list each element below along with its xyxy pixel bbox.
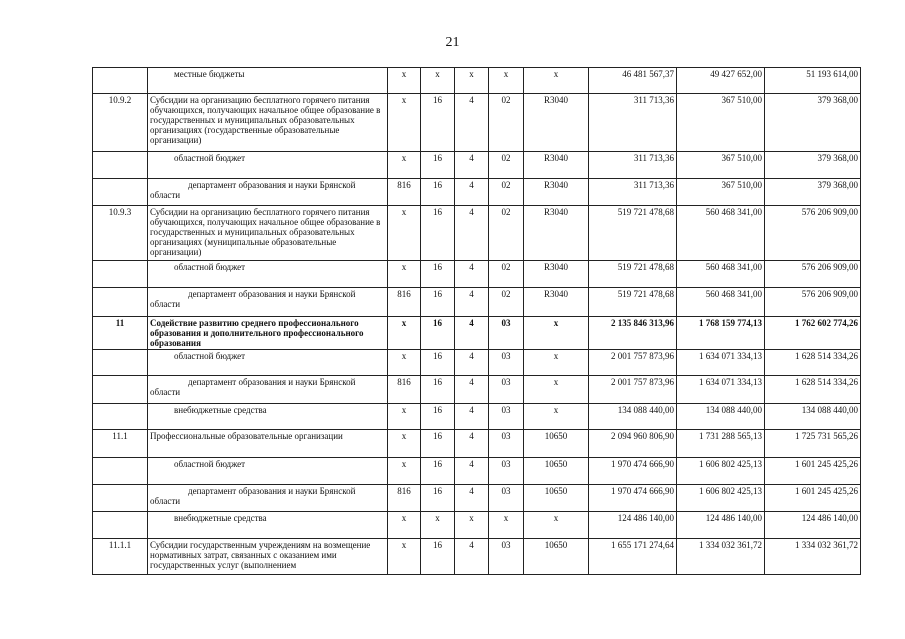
table-row [93,152,861,179]
table-row [93,430,861,458]
row-razdel: х [421,68,455,94]
table-row [93,206,861,261]
row-razdel: 16 [421,350,455,376]
row-target-article: 02 [489,152,524,179]
row-razdel: х [421,512,455,539]
row-grbs: х [388,512,421,539]
row-amount-year-1: 2 001 757 873,96 [589,350,677,376]
row-name [148,179,388,206]
row-name-text: областной бюджет [174,351,246,361]
row-razdel: 16 [421,179,455,206]
row-code [93,350,148,376]
row-target-code: 10650 [524,485,589,512]
row-target-code: 10650 [524,430,589,458]
row-name [148,376,388,404]
row-name-text: департамент образования и науки Брянской области [150,289,356,309]
row-amount-year-1: 1 970 474 666,90 [589,485,677,512]
row-amount-year-1: 311 713,36 [589,152,677,179]
row-podrazdel: 4 [455,152,489,179]
row-razdel: 16 [421,430,455,458]
row-amount-year-1: 46 481 567,37 [589,68,677,94]
row-code: 10.9.3 [93,206,148,261]
row-name [148,485,388,512]
row-razdel: 16 [421,288,455,317]
row-code: 10.9.2 [93,94,148,152]
row-razdel: 16 [421,94,455,152]
row-code [93,404,148,430]
row-razdel: 16 [421,376,455,404]
row-target-code: R3040 [524,206,589,261]
row-grbs: х [388,404,421,430]
row-razdel: 16 [421,404,455,430]
row-grbs: х [388,261,421,288]
row-code [93,152,148,179]
row-amount-year-3: 51 193 614,00 [765,68,861,94]
row-grbs: 816 [388,179,421,206]
row-amount-year-2: 1 334 032 361,72 [677,539,765,575]
row-amount-year-1: 311 713,36 [589,94,677,152]
row-amount-year-2: 1 731 288 565,13 [677,430,765,458]
row-amount-year-1: 2 135 846 313,96 [589,317,677,350]
row-amount-year-2: 367 510,00 [677,152,765,179]
row-target-code: х [524,68,589,94]
row-grbs: х [388,152,421,179]
table-row [93,539,861,575]
row-razdel: 16 [421,152,455,179]
row-name: Субсидии на организацию бесплатного горячего питания обучающихся, получающих начальное общее образование в государственных и муниципальных образовательных организациях (государственные образовательные организации) [148,94,388,152]
row-target-article: 03 [489,539,524,575]
row-amount-year-3: 379 368,00 [765,179,861,206]
row-amount-year-2: 1 634 071 334,13 [677,350,765,376]
row-amount-year-2: 124 486 140,00 [677,512,765,539]
row-podrazdel: 4 [455,430,489,458]
row-podrazdel: 4 [455,458,489,485]
row-amount-year-3: 1 601 245 425,26 [765,458,861,485]
table-row [93,94,861,152]
row-grbs: х [388,68,421,94]
row-podrazdel: 4 [455,350,489,376]
row-grbs: х [388,94,421,152]
table-row [93,404,861,430]
row-target-code: R3040 [524,179,589,206]
row-target-article: 03 [489,458,524,485]
row-name: Содействие развитию среднего профессионального образования и дополнительного профессионального образования [148,317,388,350]
row-name-text: департамент образования и науки Брянской области [150,377,356,397]
row-target-article: 02 [489,261,524,288]
table-row [93,458,861,485]
row-code [93,512,148,539]
row-grbs: х [388,350,421,376]
row-amount-year-1: 2 094 960 806,90 [589,430,677,458]
row-amount-year-2: 49 427 652,00 [677,68,765,94]
row-target-code: R3040 [524,152,589,179]
row-amount-year-2: 1 606 802 425,13 [677,485,765,512]
row-name [148,152,388,179]
row-code: 11 [93,317,148,350]
row-podrazdel: 4 [455,288,489,317]
row-grbs: 816 [388,485,421,512]
row-name: Профессиональные образовательные организации [148,430,388,458]
row-name-text: областной бюджет [174,459,246,469]
row-podrazdel: 4 [455,485,489,512]
row-amount-year-3: 1 762 602 774,26 [765,317,861,350]
row-podrazdel: 4 [455,94,489,152]
row-code: 11.1.1 [93,539,148,575]
budget-table [92,67,861,575]
row-target-article: х [489,512,524,539]
row-target-article: 02 [489,288,524,317]
row-target-code: R3040 [524,94,589,152]
table-row [93,512,861,539]
row-amount-year-1: 1 655 171 274,64 [589,539,677,575]
row-razdel: 16 [421,539,455,575]
row-amount-year-3: 1 334 032 361,72 [765,539,861,575]
row-grbs: х [388,539,421,575]
row-amount-year-2: 560 468 341,00 [677,288,765,317]
row-name [148,458,388,485]
table-row [93,350,861,376]
row-podrazdel: 4 [455,404,489,430]
row-razdel: 16 [421,458,455,485]
row-podrazdel: 4 [455,539,489,575]
row-name [148,261,388,288]
row-target-code: 10650 [524,458,589,485]
row-name [148,350,388,376]
row-code: 11.1 [93,430,148,458]
table-row [93,485,861,512]
row-code [93,485,148,512]
row-razdel: 16 [421,206,455,261]
row-grbs: 816 [388,376,421,404]
row-podrazdel: 4 [455,206,489,261]
row-razdel: 16 [421,261,455,288]
row-name: Субсидии государственным учреждениям на возмещение нормативных затрат, связанных с оказанием ими государственных услуг (выполнением [148,539,388,575]
row-amount-year-1: 519 721 478,68 [589,206,677,261]
row-name-text: департамент образования и науки Брянской области [150,486,356,506]
table-row [93,317,861,350]
row-amount-year-3: 1 725 731 565,26 [765,430,861,458]
row-target-code: R3040 [524,288,589,317]
row-grbs: х [388,430,421,458]
row-target-article: 03 [489,404,524,430]
row-amount-year-3: 1 601 245 425,26 [765,485,861,512]
row-amount-year-3: 576 206 909,00 [765,206,861,261]
row-grbs: х [388,206,421,261]
row-grbs: х [388,317,421,350]
row-name: Субсидии на организацию бесплатного горячего питания обучающихся, получающих начальное общее образование в государственных и муниципальных образовательных организациях (муниципальные образовательные организации) [148,206,388,261]
row-code [93,288,148,317]
row-podrazdel: х [455,512,489,539]
row-name-text: областной бюджет [174,262,246,272]
row-amount-year-2: 1 634 071 334,13 [677,376,765,404]
row-amount-year-1: 519 721 478,68 [589,261,677,288]
row-amount-year-1: 519 721 478,68 [589,288,677,317]
row-target-code: R3040 [524,261,589,288]
table-row [93,261,861,288]
row-name-text: внебюджетные средства [174,513,267,523]
row-razdel: 16 [421,317,455,350]
row-code [93,458,148,485]
row-amount-year-1: 134 088 440,00 [589,404,677,430]
row-amount-year-1: 311 713,36 [589,179,677,206]
row-amount-year-3: 576 206 909,00 [765,288,861,317]
row-podrazdel: 4 [455,261,489,288]
row-amount-year-3: 379 368,00 [765,152,861,179]
table-row [93,68,861,94]
row-amount-year-3: 134 088 440,00 [765,404,861,430]
row-target-code: 10650 [524,539,589,575]
row-amount-year-2: 560 468 341,00 [677,206,765,261]
row-grbs: 816 [388,288,421,317]
row-amount-year-2: 1 606 802 425,13 [677,458,765,485]
row-target-article: 03 [489,317,524,350]
row-amount-year-3: 1 628 514 334,26 [765,376,861,404]
row-name-text: департамент образования и науки Брянской области [150,180,356,200]
table-row [93,179,861,206]
row-target-article: 03 [489,376,524,404]
row-podrazdel: 4 [455,376,489,404]
row-name [148,404,388,430]
row-code [93,179,148,206]
row-code [93,261,148,288]
page-number: 21 [445,35,460,50]
row-amount-year-2: 134 088 440,00 [677,404,765,430]
table-row [93,288,861,317]
row-target-article: 02 [489,179,524,206]
row-target-code: х [524,512,589,539]
row-name [148,512,388,539]
row-podrazdel: х [455,68,489,94]
row-razdel: 16 [421,485,455,512]
table-row [93,376,861,404]
row-amount-year-3: 576 206 909,00 [765,261,861,288]
row-target-code: х [524,376,589,404]
row-grbs: х [388,458,421,485]
row-target-code: х [524,404,589,430]
row-target-article: 03 [489,485,524,512]
row-name-text: местные бюджеты [174,69,245,79]
row-target-code: х [524,317,589,350]
row-amount-year-3: 124 486 140,00 [765,512,861,539]
row-amount-year-2: 367 510,00 [677,94,765,152]
row-amount-year-2: 367 510,00 [677,179,765,206]
row-target-article: 03 [489,430,524,458]
row-amount-year-3: 379 368,00 [765,94,861,152]
row-name [148,288,388,317]
row-amount-year-2: 560 468 341,00 [677,261,765,288]
budget-table-body [93,68,861,575]
row-target-article: 02 [489,94,524,152]
row-amount-year-1: 2 001 757 873,96 [589,376,677,404]
row-amount-year-3: 1 628 514 334,26 [765,350,861,376]
row-target-article: х [489,68,524,94]
row-podrazdel: 4 [455,317,489,350]
row-name-text: внебюджетные средства [174,405,267,415]
row-amount-year-1: 124 486 140,00 [589,512,677,539]
row-target-article: 02 [489,206,524,261]
row-code [93,68,148,94]
row-code [93,376,148,404]
row-target-code: х [524,350,589,376]
row-amount-year-1: 1 970 474 666,90 [589,458,677,485]
row-podrazdel: 4 [455,179,489,206]
row-name-text: областной бюджет [174,153,246,163]
row-name [148,68,388,94]
row-target-article: 03 [489,350,524,376]
row-amount-year-2: 1 768 159 774,13 [677,317,765,350]
